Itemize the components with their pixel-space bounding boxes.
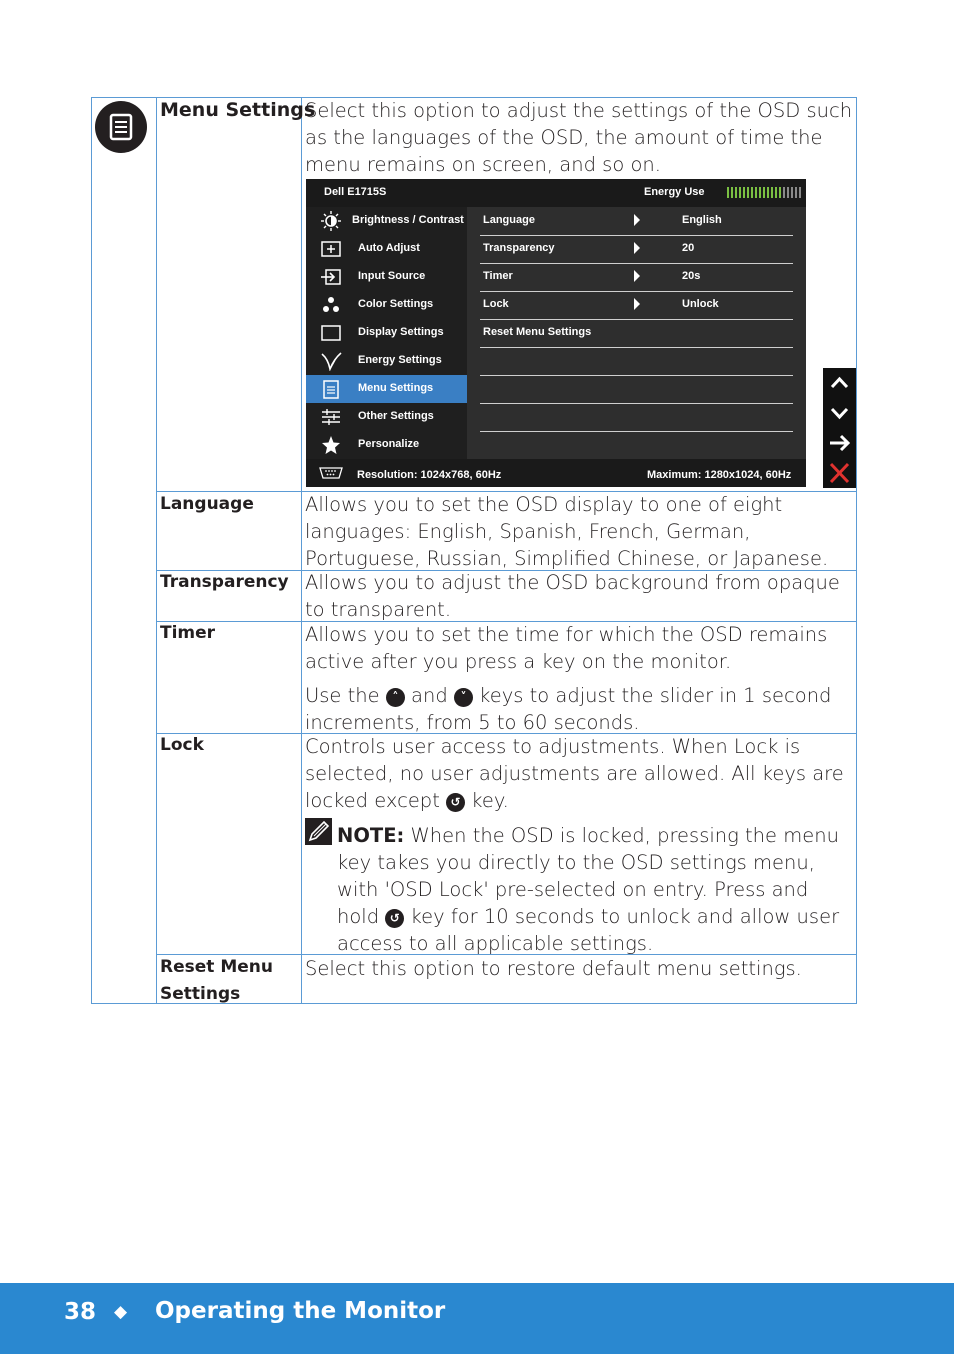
page-footer bbox=[0, 1283, 954, 1354]
osd-menu-item-label: Personalize bbox=[358, 438, 420, 450]
submenu-arrow-icon bbox=[634, 270, 640, 282]
osd-option-value: English bbox=[682, 214, 722, 226]
note-label: NOTE: bbox=[337, 824, 405, 847]
right-arrow-key[interactable] bbox=[823, 428, 856, 458]
close-icon bbox=[823, 458, 856, 488]
back-key-icon: ↺ bbox=[446, 793, 465, 812]
osd-maximum: Maximum: 1280x1024, 60Hz bbox=[647, 469, 792, 481]
table-divider-col1 bbox=[156, 97, 157, 1004]
timer-keys-text bbox=[305, 682, 853, 736]
osd-menu-item-input-source[interactable] bbox=[306, 263, 467, 291]
osd-option-empty bbox=[480, 403, 793, 432]
osd-menu-item-label: Energy Settings bbox=[358, 354, 442, 366]
osd-menu-item-label: Brightness / Contrast bbox=[352, 214, 464, 226]
osd-option-value: 20s bbox=[682, 270, 701, 282]
osd-menu-screenshot bbox=[306, 179, 806, 487]
menu-settings-title: Menu Settings bbox=[160, 99, 316, 121]
osd-option-value: 20 bbox=[682, 242, 695, 254]
osd-option-label: Transparency bbox=[483, 242, 555, 254]
menu-settings-icon bbox=[95, 101, 147, 153]
osd-menu-item-display-settings[interactable] bbox=[306, 319, 467, 347]
table-border-right bbox=[856, 97, 857, 1004]
auto-adjust-icon bbox=[320, 239, 342, 259]
osd-menu-item-other-settings[interactable] bbox=[306, 403, 467, 431]
timer-rest: keys to adjust the slider in 1 second increments, from 5 to 60 seconds. bbox=[305, 684, 832, 734]
display-settings-icon bbox=[320, 323, 342, 343]
submenu-arrow-icon bbox=[634, 242, 640, 254]
osd-option-language[interactable] bbox=[480, 207, 793, 236]
back-key-icon: ↺ bbox=[385, 909, 404, 928]
language-label: Language bbox=[160, 494, 254, 514]
lock-description bbox=[305, 733, 853, 814]
note-pencil-icon bbox=[305, 818, 332, 845]
osd-option-label: Lock bbox=[483, 298, 509, 310]
osd-menu-item-label: Color Settings bbox=[358, 298, 434, 310]
timer-description: Allows you to set the time for which the OSD remains active after you press a key on the monitor. bbox=[305, 623, 828, 673]
lock-label: Lock bbox=[160, 735, 204, 755]
osd-menu-item-color-settings[interactable] bbox=[306, 291, 467, 319]
lock-key-word: key. bbox=[471, 789, 509, 812]
osd-option-value: Unlock bbox=[682, 298, 719, 310]
down-arrow-key[interactable] bbox=[823, 398, 856, 428]
chevron-up-icon bbox=[823, 368, 856, 398]
diamond-separator-icon: ◆ bbox=[114, 1302, 128, 1322]
osd-option-empty bbox=[480, 375, 793, 404]
osd-menu-item-label: Auto Adjust bbox=[358, 242, 420, 254]
input-source-icon bbox=[320, 267, 342, 287]
up-key-icon: ˄ bbox=[386, 688, 405, 707]
arrow-right-icon bbox=[823, 428, 856, 458]
menu-settings-icon bbox=[320, 379, 342, 399]
other-settings-icon bbox=[320, 407, 342, 427]
down-key-icon: ˅ bbox=[454, 688, 473, 707]
osd-menu-item-label: Menu Settings bbox=[358, 382, 434, 394]
osd-menu-item-personalize[interactable] bbox=[306, 431, 467, 459]
transparency-label: Transparency bbox=[160, 572, 289, 592]
osd-option-empty bbox=[480, 347, 793, 376]
osd-option-timer[interactable] bbox=[480, 263, 793, 292]
osd-menu-item-energy-settings[interactable] bbox=[306, 347, 467, 375]
energy-use-meter bbox=[727, 187, 802, 198]
section-title: Operating the Monitor bbox=[155, 1298, 446, 1324]
osd-menu-item-label: Input Source bbox=[358, 270, 426, 282]
color-settings-icon bbox=[320, 295, 342, 315]
timer-use-the: Use the bbox=[305, 684, 380, 707]
table-border-left bbox=[91, 97, 92, 1004]
submenu-arrow-icon bbox=[634, 298, 640, 310]
table-divider-col2 bbox=[301, 97, 302, 1004]
menu-settings-description: Select this option to adjust the settings of the OSD such as the languages of the OSD, the amount of time the menu remains on screen, and so on. bbox=[305, 99, 853, 176]
osd-option-transparency[interactable] bbox=[480, 235, 793, 264]
up-arrow-key[interactable] bbox=[823, 368, 856, 398]
osd-menu-item-label: Other Settings bbox=[358, 410, 434, 422]
osd-energy-use-label: Energy Use bbox=[644, 186, 705, 198]
osd-menu-item-auto-adjust[interactable] bbox=[306, 235, 467, 263]
vga-connector-icon bbox=[318, 466, 344, 480]
note-text-a: When the OSD is locked, pressing the menu key takes you directly to the OSD settings menu, with 'OSD Lock' pre-selected on entry. Press and hold bbox=[337, 824, 839, 928]
osd-option-lock[interactable] bbox=[480, 291, 793, 320]
osd-option-label: Language bbox=[483, 214, 535, 226]
timer-and: and bbox=[411, 684, 448, 707]
osd-option-label: Timer bbox=[483, 270, 513, 282]
osd-menu-item-label: Display Settings bbox=[358, 326, 444, 338]
note-text-b: key for 10 seconds to unlock and allow user access to all applicable settings. bbox=[337, 905, 840, 955]
lock-desc-text: Controls user access to adjustments. When Lock is selected, no user adjustments are allowed. All keys are locked except bbox=[305, 735, 844, 812]
osd-navigation-keys bbox=[823, 368, 856, 488]
brightness-icon bbox=[320, 211, 342, 231]
lock-note bbox=[337, 822, 853, 957]
exit-key[interactable] bbox=[823, 458, 856, 488]
osd-option-reset[interactable] bbox=[480, 319, 793, 348]
energy-settings-icon bbox=[320, 351, 342, 371]
reset-menu-settings-description: Select this option to restore default menu settings. bbox=[305, 957, 802, 980]
reset-menu-settings-label: Reset Menu Settings bbox=[160, 957, 273, 1004]
osd-menu-item-brightness[interactable] bbox=[306, 207, 467, 235]
timer-label: Timer bbox=[160, 623, 216, 643]
osd-option-label: Reset Menu Settings bbox=[483, 326, 592, 338]
osd-model: Dell E1715S bbox=[324, 186, 387, 198]
chevron-down-icon bbox=[823, 398, 856, 428]
language-description: Allows you to set the OSD display to one of eight languages: English, Spanish, French, German, Portuguese, Russian, Simplified Chinese, or Japanese. bbox=[305, 493, 829, 570]
transparency-description: Allows you to adjust the OSD background from opaque to transparent. bbox=[305, 571, 840, 621]
osd-resolution: Resolution: 1024x768, 60Hz bbox=[357, 469, 502, 481]
page-number: 38 bbox=[64, 1299, 97, 1325]
osd-menu-item-menu-settings[interactable] bbox=[306, 375, 467, 403]
personalize-icon bbox=[320, 435, 342, 455]
submenu-arrow-icon bbox=[634, 214, 640, 226]
osd-menu-list bbox=[306, 207, 467, 459]
